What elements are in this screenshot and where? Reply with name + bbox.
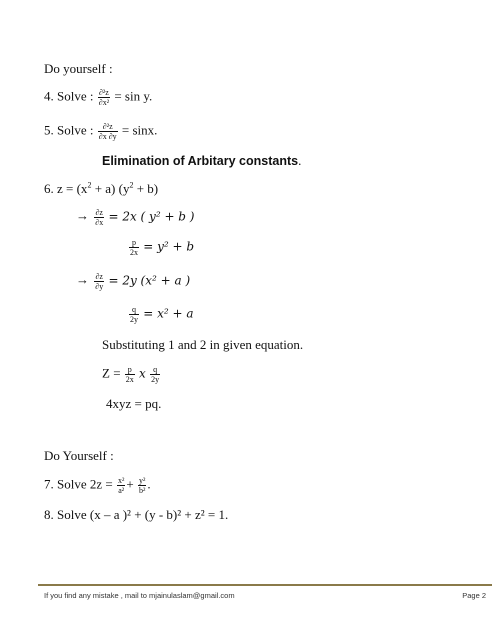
- problem-4-fraction: $\frac{\text{∂²z}}{\text{∂x²}}$: [98, 88, 110, 107]
- p-over-2x-line: $\frac{p}{2x}$ = y² + b: [130, 238, 195, 257]
- problem-4-rhs: = sin y.: [114, 88, 153, 104]
- problem-8: 8. Solve (x – a )² + (y - b)² + z² = 1.: [44, 507, 229, 522]
- implies-arrow-icon: →: [76, 208, 89, 224]
- problem-6-statement: 6. $z = (x^2 + a) (y^2 + b)$: [44, 180, 159, 196]
- implies-arrow-icon: →: [76, 272, 89, 288]
- footer-divider: [38, 584, 492, 586]
- problem-5: [44, 122, 157, 141]
- problem-5-fraction: $\frac{\text{∂²z}}{\partial x \partial y}$: [98, 122, 117, 141]
- dz-dy-fraction: $\frac{\partial z}{\partial y}$: [95, 272, 104, 291]
- dz-dx-fraction: $\frac{\partial z}{\partial x}$: [95, 208, 104, 227]
- problem-4: [44, 88, 152, 107]
- problem-5-label: 5. Solve :: [44, 122, 94, 138]
- substituting-text: Substituting 1 and 2 in given equation.: [102, 337, 304, 352]
- problem-5-rhs: = sinx.: [121, 122, 158, 138]
- footer-note: If you find any mistake , mail to mjainulaslam@gmail.com: [44, 591, 235, 600]
- z-equation: Z = $\frac{p}{2x}$ x $\frac{q}{2y}$: [102, 365, 160, 384]
- do-yourself-heading-2: Do Yourself :: [44, 448, 114, 463]
- problem-7: 7. Solve 2z = $\frac{\text{x²}}{\text{a²}}$ + $\frac{\text{y²}}{\text{b²}}$ .: [44, 476, 151, 495]
- q-over-2y-line: $\frac{q}{2y}$ = x² + a: [130, 305, 194, 324]
- derivative-y-line: → $\frac{\partial z}{\partial y}$ = 2y (x² + a ): [76, 272, 191, 291]
- derivative-x-line: → $\frac{\partial z}{\partial x}$ = 2x ( y² + b ): [76, 208, 195, 227]
- do-yourself-heading: Do yourself :: [44, 61, 113, 76]
- result-line: 4xyz = pq.: [106, 396, 162, 411]
- section-title: Elimination of Arbitary constants.: [102, 153, 302, 168]
- page-number: Page 2: [462, 591, 486, 600]
- problem-4-label: 4. Solve :: [44, 88, 94, 104]
